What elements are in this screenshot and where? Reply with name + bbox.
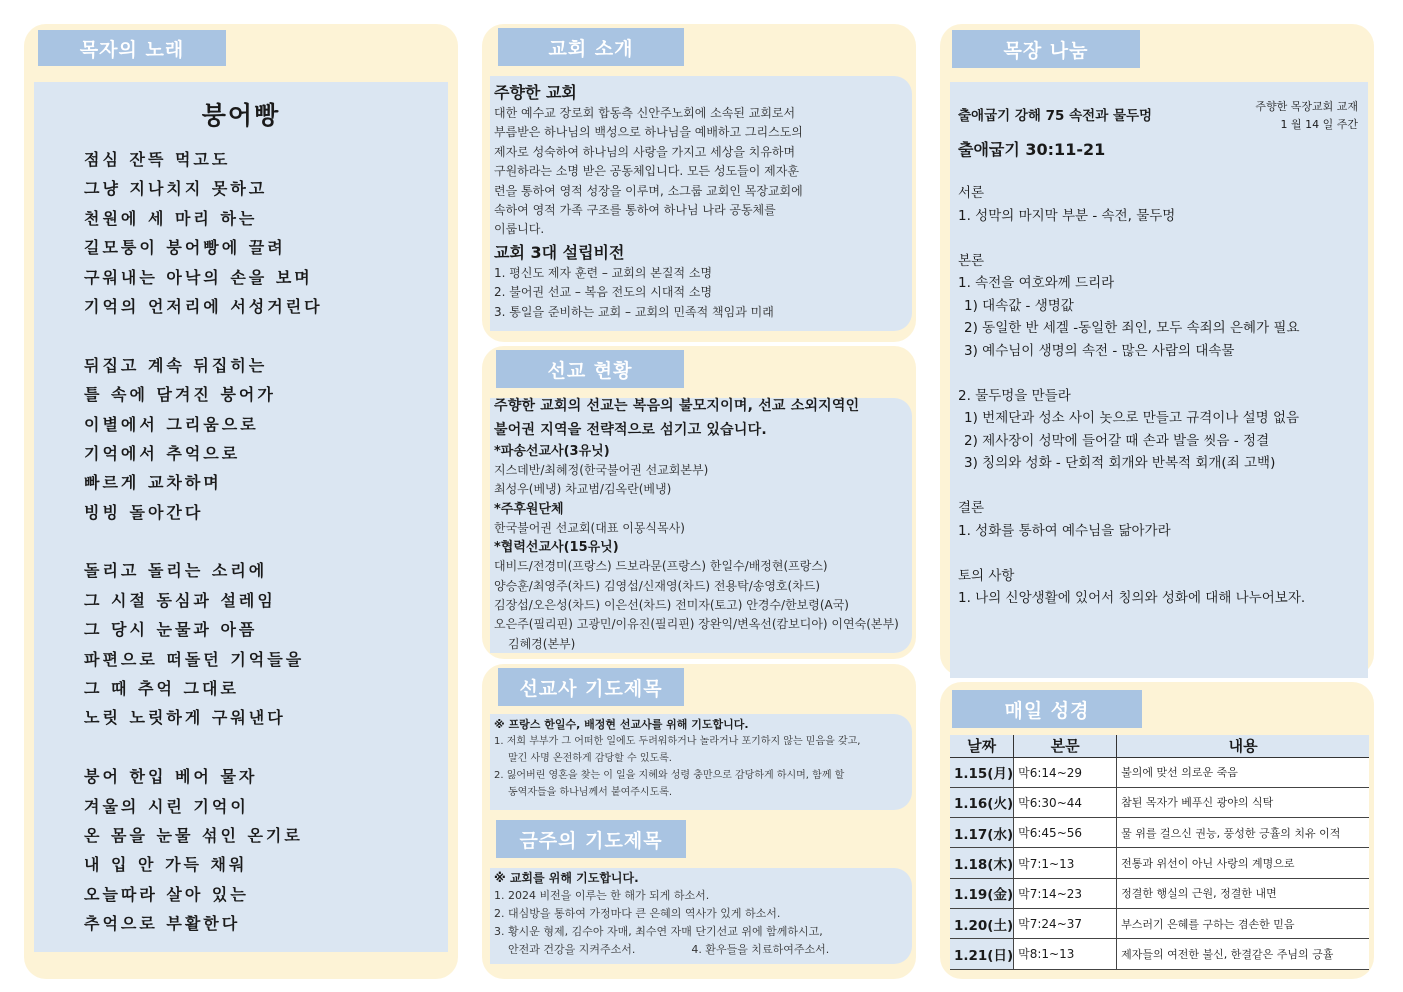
passage-cell: 막6:30~44 <box>1014 787 1117 817</box>
poem-line: 붕어 한입 베어 물자 <box>84 767 258 787</box>
mission-status-heading: 선교 현황 <box>496 350 684 388</box>
poem-line: 길모퉁이 붕어빵에 끌려 <box>84 238 286 258</box>
poem-line: 파편으로 떠돌던 기억들을 <box>84 649 305 669</box>
support-group-line: 한국불어권 선교회(대표 이몽식목사) <box>494 520 685 535</box>
outline-line: 서론 <box>958 185 985 201</box>
passage-cell: 막7:24~37 <box>1014 908 1117 938</box>
poem-line: 그 때 추억 그대로 <box>84 679 239 699</box>
coop-missionary-line: 김장섭/오은성(차드) 이은선(차드) 전미자(토고) 안경수/한보령(A국) <box>494 598 849 613</box>
missionary-prayer-item: 말긴 사명 온전하게 감당할 수 있도록. <box>508 753 672 764</box>
weekly-prayer-item: 안전과 건강을 지켜주소서. 4. 환우들을 치료하여주소서. <box>508 943 830 956</box>
sermon-meta-line: 주향한 목장교회 교재 <box>1255 100 1358 113</box>
outline-line <box>958 227 1305 250</box>
date-cell: 1.19(金) <box>950 878 1014 908</box>
missionary-prayer-item: 1. 저희 부부가 그 어떠한 일에도 두려워하거나 놀라거나 포기하지 않는 믿음을 갖고, <box>494 736 861 747</box>
church-intro-body <box>490 76 912 331</box>
outline-line: 결론 <box>958 500 985 516</box>
vision-item: 2. 불어권 선교 – 복음 전도의 시대적 소명 <box>494 285 713 300</box>
passage-cell: 막6:45~56 <box>1014 818 1117 848</box>
date-cell: 1.21(日) <box>950 939 1014 969</box>
vision-item: 3. 통일을 준비하는 교회 – 교회의 민족적 책임과 미래 <box>494 304 774 319</box>
church-intro-panel <box>482 24 916 342</box>
outline-line: 1. 속전을 여호와께 드리라 <box>958 275 1115 291</box>
content-cell: 부스러기 은혜를 구하는 겸손한 믿음 <box>1117 908 1369 938</box>
church-desc-line: 구원하라는 소명 받은 공동체입니다. 모든 성도들이 제자훈 <box>494 164 799 179</box>
date-cell: 1.15(月) <box>950 757 1014 787</box>
mission-status-panel <box>482 346 916 659</box>
content-cell: 참된 목자가 베푸신 광야의 식탁 <box>1117 787 1369 817</box>
table-row <box>950 848 1369 878</box>
poem-line: 틀 속에 담겨진 붕어가 <box>84 385 276 405</box>
outline-line: 2) 제사장이 성막에 들어갈 때 손과 발을 씻음 - 정결 <box>964 432 1270 449</box>
poem-title: 붕어빵 <box>201 101 281 130</box>
vision-title: 교회 3대 설립비전 <box>494 242 625 262</box>
poem-line: 빠르게 교차하며 <box>84 473 222 493</box>
poem-line: 점심 잔뜩 먹고도 <box>84 150 231 169</box>
date-cell: 1.18(木) <box>950 848 1014 878</box>
poem-line: 그 당시 눈물과 아픔 <box>84 620 258 640</box>
mission-intro-line: 불어권 지역을 전략적으로 섬기고 있습니다. <box>494 422 767 438</box>
column-header-date: 날짜 <box>950 735 1014 757</box>
church-desc-line: 이룹니다. <box>494 222 545 237</box>
content-cell: 물 위를 걸으신 권능, 풍성한 긍휼의 치유 이적 <box>1117 818 1369 848</box>
missionary-prayer-item: 동역자들을 하나님께서 붙여주시도록. <box>508 787 673 798</box>
poem-line: 뒤집고 계속 뒤집히는 <box>84 355 268 375</box>
date-cell: 1.17(水) <box>950 818 1014 848</box>
outline-line <box>958 475 1305 498</box>
coop-missionary-title: *협력선교사(15유닛) <box>494 540 619 556</box>
daily-bible-heading: 매일 성경 <box>952 690 1142 728</box>
poem-line: 노릿 노릿하게 구워낸다 <box>84 708 286 728</box>
church-desc-line: 제자로 성숙하여 하나님의 사랑을 가지고 세상을 치유하며 <box>494 144 796 159</box>
sermon-title: 출애굽기 강해 75 속전과 물두멍 <box>958 108 1153 124</box>
weekly-prayer-body <box>490 868 912 964</box>
passage-cell: 막7:1~13 <box>1014 848 1117 878</box>
church-desc-line: 대한 예수교 장로회 합동측 신안주노회에 소속된 교회로서 <box>494 106 796 120</box>
table-row <box>950 757 1369 787</box>
church-intro-heading: 교회 소개 <box>498 28 684 66</box>
cell-sharing-panel <box>940 24 1374 676</box>
poem-line: 겨울의 시린 기억이 <box>84 796 249 816</box>
church-desc-line: 속하여 영적 가족 구조를 통하여 하나님 나라 공동체를 <box>494 203 776 218</box>
coop-missionary-line: 양승훈/최영주(차드) 김영섭/신재영(차드) 전용탁/송영호(차드) <box>494 578 821 593</box>
prayer-panel <box>482 664 916 979</box>
content-cell: 정결한 행실의 근원, 정결한 내면 <box>1117 878 1369 908</box>
mission-status-body <box>490 398 912 653</box>
coop-missionary-line: 김혜경(본부) <box>508 636 576 651</box>
poem-line: 추억으로 부활한다 <box>84 914 241 934</box>
missionary-prayer-heading: 선교사 기도제목 <box>498 668 684 706</box>
table-row <box>950 787 1369 817</box>
poem-line: 그냥 지나치지 못하고 <box>84 179 268 199</box>
outline-line: 3) 칭의와 성화 - 단회적 회개와 반복적 회개(죄 고백) <box>964 455 1276 471</box>
church-desc-line: 부름받은 하나님의 백성으로 하나님을 예배하고 그리스도의 <box>494 125 803 140</box>
outline-line: 토의 사항 <box>958 567 1015 584</box>
outline-line: 1) 대속값 - 생명값 <box>964 297 1074 314</box>
missionary-prayer-body <box>490 714 912 810</box>
pastor-song-panel <box>24 24 458 979</box>
weekly-prayer-item: 2. 대심방을 통하여 가정마다 큰 은혜의 역사가 있게 하소서. <box>494 907 781 920</box>
sermon-outline <box>958 182 1305 610</box>
poem-line: 오늘따라 살아 있는 <box>84 884 249 904</box>
poem <box>84 145 323 939</box>
table-row <box>950 818 1369 848</box>
content-cell: 제자들의 여전한 불신, 한결같은 주님의 긍휼 <box>1117 939 1369 969</box>
outline-line <box>958 362 1305 385</box>
table-row <box>950 878 1369 908</box>
weekly-prayer-item: 3. 황시운 형제, 김수아 자매, 최수연 자매 단기선교 위에 함께하시고, <box>494 925 823 938</box>
church-desc-line: 련을 통하여 영적 성장을 이루며, 소그룹 교회인 목장교회에 <box>494 183 803 198</box>
column-header-passage: 본문 <box>1014 735 1117 757</box>
poem-line: 이별에서 그리움으로 <box>84 414 259 434</box>
passage-cell: 막7:14~23 <box>1014 878 1117 908</box>
outline-line: 1. 성화를 통하여 예수님을 닮아가라 <box>958 522 1171 539</box>
poem-line: 빙빙 돌아간다 <box>84 502 204 522</box>
outline-line <box>958 542 1305 565</box>
outline-line: 1. 나의 신앙생활에 있어서 칭의와 성화에 대해 나누어보자. <box>958 590 1306 606</box>
weekly-prayer-title: ※ 교회를 위해 기도합니다. <box>494 871 639 885</box>
column-header-content: 내용 <box>1117 735 1369 757</box>
poem-line: 돌리고 돌리는 소리에 <box>84 561 268 581</box>
outline-line: 본론 <box>958 252 985 269</box>
cell-sharing-body <box>950 82 1368 678</box>
date-cell: 1.16(火) <box>950 787 1014 817</box>
poem-line: 구워내는 아낙의 손을 보며 <box>84 267 313 287</box>
content-cell: 불의에 맞선 의로운 죽음 <box>1117 757 1369 787</box>
sent-missionary-line: 지스데반/최혜정(한국불어권 선교회본부) <box>494 463 709 477</box>
pastor-song-body <box>34 82 448 952</box>
pastor-song-heading: 목자의 노래 <box>38 30 226 66</box>
table-header-row <box>950 735 1369 757</box>
poem-line: 그 시절 동심과 설레임 <box>84 590 276 610</box>
outline-line: 2. 물두멍을 만들라 <box>958 387 1071 404</box>
poem-line: 내 입 안 가득 채워 <box>84 855 248 875</box>
sermon-meta-line: 1 월 14 일 주간 <box>1280 118 1358 131</box>
weekly-prayer-item: 1. 2024 비전을 이루는 한 해가 되게 하소서. <box>494 889 710 902</box>
poem-line: 천원에 세 마리 하는 <box>84 208 258 228</box>
sent-missionary-line: 최성우(베냉) 차교범/김옥란(베냉) <box>494 482 672 497</box>
cell-sharing-heading: 목장 나눔 <box>952 30 1140 68</box>
mission-intro-line: 주향한 교회의 선교는 복음의 불모지이며, 선교 소외지역인 <box>494 398 860 414</box>
table-row <box>950 939 1369 969</box>
poem-line: 기억에서 추억으로 <box>84 443 241 463</box>
poem-line: 온 몸을 눈물 섞인 온기로 <box>84 825 303 845</box>
table-row <box>950 908 1369 938</box>
coop-missionary-line: 오은주(필리핀) 고광민/이유진(필리핀) 장완익/변옥선(캄보디아) 이연숙(본부) <box>494 617 899 632</box>
sermon-meta <box>1255 98 1358 134</box>
passage-cell: 막8:1~13 <box>1014 939 1117 969</box>
church-name: 주향한 교회 <box>494 83 577 102</box>
date-cell: 1.20(土) <box>950 908 1014 938</box>
passage-cell: 막6:14~29 <box>1014 757 1117 787</box>
outline-line: 1) 번제단과 성소 사이 놋으로 만들고 규격이나 설명 없음 <box>964 410 1300 426</box>
weekly-prayer-heading: 금주의 기도제목 <box>496 820 686 858</box>
missionary-prayer-item: 2. 잃어버린 영혼을 찾는 이 일을 지혜와 성령 충만으로 감당하게 하시며, 함께 할 <box>494 770 845 781</box>
daily-bible-panel <box>940 682 1374 979</box>
content-cell: 전통과 위선이 아닌 사랑의 계명으로 <box>1117 848 1369 878</box>
outline-line: 1. 성막의 마지막 부분 - 속전, 물두멍 <box>958 207 1176 224</box>
outline-line: 2) 동일한 반 세겔 -동일한 죄인, 모두 속죄의 은혜가 필요 <box>964 320 1300 336</box>
missionary-prayer-title: ※ 프랑스 한일수, 배정현 선교사를 위해 기도합니다. <box>494 718 749 731</box>
vision-item: 1. 평신도 제자 훈련 – 교회의 본질적 소명 <box>494 265 713 280</box>
sermon-reference: 출애굽기 30:11-21 <box>958 140 1106 159</box>
daily-bible-table <box>950 735 1369 970</box>
coop-missionary-line: 대비드/전경미(프랑스) 드보라문(프랑스) 한일수/배정현(프랑스) <box>494 559 828 574</box>
poem-line: 기억의 언저리에 서성거린다 <box>84 296 323 316</box>
outline-line: 3) 예수님이 생명의 속전 - 많은 사람의 대속물 <box>964 342 1235 359</box>
support-group-title: *주후원단체 <box>494 501 564 517</box>
sent-missionary-title: *파송선교사(3유닛) <box>494 444 610 459</box>
